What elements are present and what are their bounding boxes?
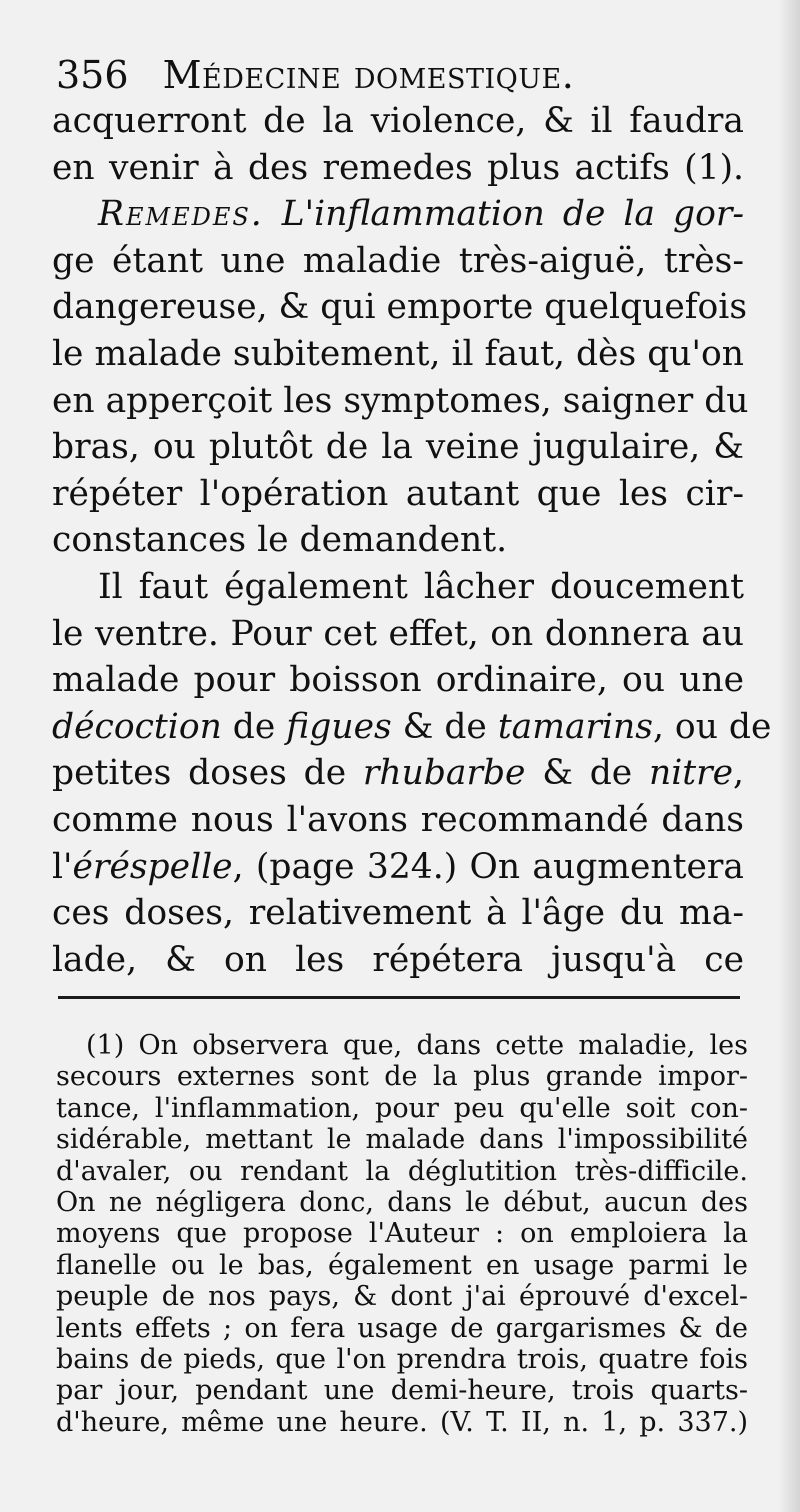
footnote-line-13: d'heure, même une heure. (V. T. II, n. 1, p. 337.) bbox=[56, 1406, 748, 1438]
text-fragment: petites doses de bbox=[52, 753, 363, 794]
footnote-line-7: moyens que propose l'Auteur : on emploiera la bbox=[56, 1218, 748, 1250]
running-title: Médecine domestique. bbox=[162, 53, 575, 97]
nitre-term: nitre bbox=[649, 753, 734, 794]
footnote-line-12: par jour, pendant une demi-heure, trois quarts- bbox=[56, 1375, 748, 1407]
text-line-5: dangereuse, & qui emporte quelquefois bbox=[52, 287, 748, 328]
text-line-18: ces doses, relativement à l'âge du ma- bbox=[52, 893, 744, 934]
text-line-14 bbox=[52, 704, 772, 751]
main-text bbox=[52, 98, 772, 983]
figues-term: figues bbox=[286, 706, 392, 747]
text-fragment: de bbox=[221, 706, 287, 747]
text-line-1: acquerront de la violence, & il faudra bbox=[52, 101, 744, 141]
footnote-rule bbox=[58, 996, 740, 999]
text-line-3 bbox=[52, 191, 744, 238]
text-line-6: le malade subitement, il faut, dès qu'on bbox=[52, 333, 744, 374]
text-line-2: en venir à des remedes plus actifs (1). bbox=[52, 147, 744, 188]
text-fragment: & de bbox=[525, 753, 649, 794]
page-number: 356 bbox=[56, 53, 129, 97]
footnote-line-9: peuple de nos pays, & dont j'ai éprouvé d'excel- bbox=[56, 1281, 748, 1313]
text-line-10: constances le demandent. bbox=[52, 520, 508, 561]
text-line-15 bbox=[52, 750, 744, 797]
rhubarbe-term: rhubarbe bbox=[362, 753, 526, 794]
text-fragment: , ou de bbox=[652, 706, 772, 747]
decoction-term: décoction bbox=[52, 706, 222, 747]
text-line-17 bbox=[52, 844, 744, 891]
text-line-4: ge étant une maladie très-aiguë, très- bbox=[52, 240, 744, 281]
text-line-13: malade pour boisson ordinaire, ou une bbox=[52, 660, 744, 701]
remedes-heading: Remedes. bbox=[98, 194, 264, 235]
text-line-11: Il faut également lâcher doucement bbox=[98, 566, 744, 607]
footnote-line-5: d'avaler, ou rendant la déglutition très-difficile. bbox=[56, 1155, 748, 1187]
footnote bbox=[56, 1030, 748, 1438]
footnote-line-2: secours externes sont de la plus grande impor- bbox=[56, 1061, 748, 1093]
text-fragment: , (page 324.) On augmentera bbox=[232, 846, 744, 887]
eresipelle-term: éréspelle bbox=[72, 846, 233, 887]
tamarins-term: tamarins bbox=[497, 706, 653, 747]
footnote-line-11: bains de pieds, que l'on prendra trois, quatre fois bbox=[56, 1343, 748, 1375]
page-edge-shadow bbox=[778, 0, 800, 1512]
footnote-line-1: (1) On observera que, dans cette maladie, les bbox=[86, 1030, 748, 1061]
footnote-line-4: sidérable, mettant le malade dans l'impossibilité bbox=[56, 1124, 748, 1156]
footnote-line-8: flanelle ou le bas, également en usage parmi le bbox=[56, 1249, 748, 1281]
footnote-line-3: tance, l'inflammation, pour peu qu'elle soit con- bbox=[56, 1092, 748, 1124]
footnote-line-6: On ne négligera donc, dans le début, aucun des bbox=[56, 1186, 748, 1218]
text-line-12: le ventre. Pour cet effet, on donnera au bbox=[52, 613, 744, 654]
footnote-line-10: lents effets ; on fera usage de gargarismes & de bbox=[56, 1312, 748, 1344]
text-fragment: , bbox=[733, 753, 744, 794]
text-line-19: lade, & on les répétera jusqu'à ce bbox=[52, 939, 744, 980]
text-line-16: comme nous l'avons recommandé dans bbox=[52, 799, 744, 840]
text-line-9: répéter l'opération autant que les cir- bbox=[52, 473, 744, 514]
remedes-text: L'inflammation de la gor- bbox=[263, 194, 744, 235]
text-line-8: bras, ou plutôt de la veine jugulaire, & bbox=[52, 427, 744, 468]
text-fragment: l' bbox=[52, 846, 73, 887]
text-line-7: en apperçoit les symptomes, saigner du bbox=[52, 380, 749, 421]
running-header bbox=[56, 52, 746, 98]
text-fragment: & de bbox=[391, 706, 498, 747]
